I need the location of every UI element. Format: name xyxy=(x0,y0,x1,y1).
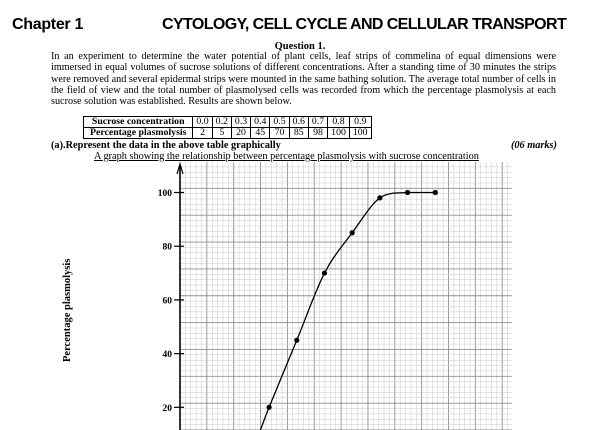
plasmolysis-cell: 100 xyxy=(349,128,371,139)
y-tick-label: 20 xyxy=(162,403,172,414)
y-tick-label: 60 xyxy=(162,296,172,307)
chapter-number: Chapter 1 xyxy=(12,16,84,33)
data-point xyxy=(433,190,438,195)
plasmolysis-cell: 45 xyxy=(251,128,270,139)
concentration-cell: 0.5 xyxy=(270,117,289,128)
concentration-cell: 0.6 xyxy=(289,117,308,128)
plasmolysis-cell: 100 xyxy=(328,128,350,139)
graph-curve xyxy=(257,193,435,430)
concentration-cell: 0.4 xyxy=(251,117,270,128)
concentration-cell: 0.9 xyxy=(349,117,371,128)
graph-axes xyxy=(177,164,183,430)
data-point xyxy=(294,338,299,343)
y-axis-label: Percentage plasmolysis xyxy=(62,258,73,362)
concentration-cell: 0.3 xyxy=(231,117,250,128)
y-tick-label: 100 xyxy=(157,189,172,199)
graph-grid xyxy=(180,162,512,430)
data-point xyxy=(405,190,410,195)
plasmolysis-cell: 20 xyxy=(231,128,250,139)
marks-label: (06 marks) xyxy=(510,140,557,151)
data-point xyxy=(350,230,355,235)
question-title: Question 1. xyxy=(274,41,326,52)
plasmolysis-cell: 2 xyxy=(193,128,212,139)
plasmolysis-cell: 85 xyxy=(289,128,308,139)
concentration-cell: 0.8 xyxy=(328,117,350,128)
plasmolysis-cell: 98 xyxy=(308,128,327,139)
concentration-cell: 0.2 xyxy=(212,117,231,128)
y-tick-label: 80 xyxy=(162,242,172,253)
graph-points xyxy=(267,190,438,410)
data-point xyxy=(377,195,382,200)
plasmolysis-curve xyxy=(257,193,435,430)
chapter-title: CYTOLOGY, CELL CYCLE AND CELLULAR TRANSPORT xyxy=(162,16,567,33)
concentration-cell: 0.7 xyxy=(308,117,327,128)
concentration-cell: 0.0 xyxy=(193,117,212,128)
plasmolysis-header: Percentage plasmolysis xyxy=(84,128,193,139)
data-point xyxy=(267,405,272,410)
plasmolysis-cell: 70 xyxy=(270,128,289,139)
data-point xyxy=(322,270,327,275)
concentration-header: Sucrose concentration xyxy=(84,117,193,128)
y-tick-label: 40 xyxy=(162,350,172,361)
graph-caption: A graph showing the relationship between percentage plasmolysis with sucrose concentration xyxy=(94,151,479,162)
question-text: In an experiment to determine the water potential of plant cells, leaf strips of commelina of equal dimensions were immersed in equal volumes of sucrose solutions of different concentrations. After a standing time of 30 minutes the strips were removed and several epidermal strips were mounted in the same bathing solution. The average total number of cells in the field of view and the total number of plasmolysed cells was recorded from which the percentage plasmolysis at each sucrose solution was established. Results are shown below. xyxy=(51,51,556,108)
plasmolysis-cell: 5 xyxy=(212,128,231,139)
part-a-instruction: (a).Represent the data in the above table graphically xyxy=(51,140,281,151)
